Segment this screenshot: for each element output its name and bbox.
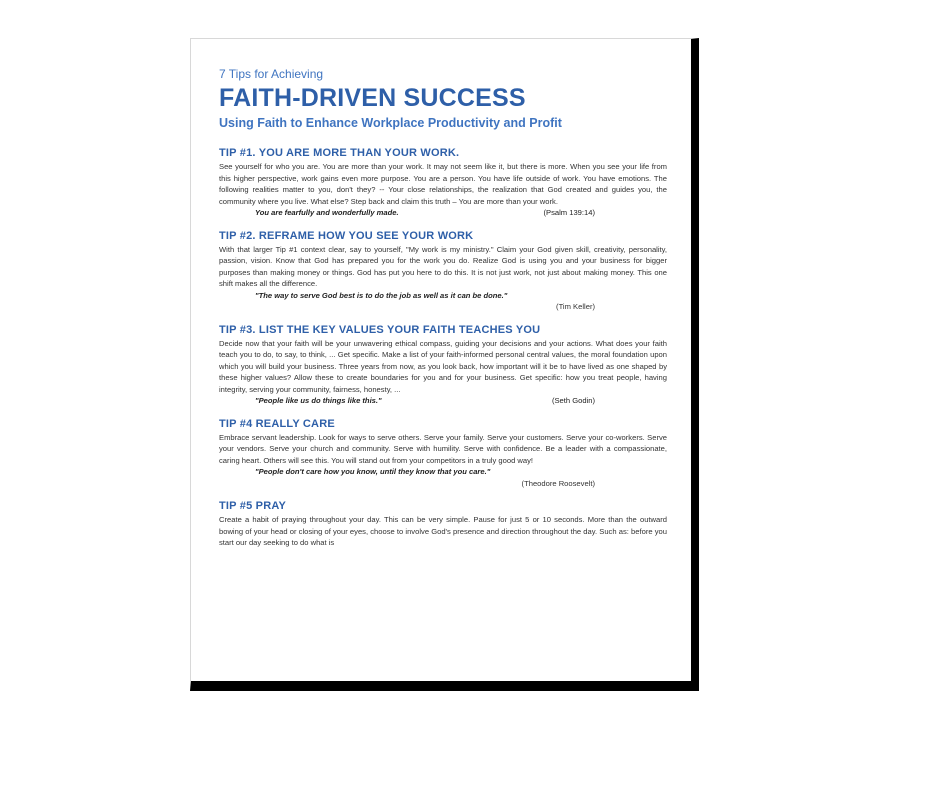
pre-title: 7 Tips for Achieving bbox=[219, 67, 324, 81]
tip-heading: TIP #5 PRAY bbox=[219, 500, 287, 512]
tip-body: Decide now that your faith will be your unwavering ethical compass, guiding your decisions and your actions. What does your faith teach you to do, to say, to think, ... Get specific. Make a list of your faith-informed personal central values, the moral foundation upon which you will build your business. Three years from now, as you look back, how important will it be to have lived as one shaped by these higher values? Allow these to create boundaries for you and for your business. Get specific: how you treat people, having integrity, serving your community, fairness, honesty, ... bbox=[219, 338, 667, 394]
tip-attribution: (Tim Keller) bbox=[556, 302, 595, 311]
tip-body: Create a habit of praying throughout your day. This can be very simple. Pause for just 5 or 10 seconds. More than the outward bowing of your head or closing of your eyes, choose to involve God's presence and direction throughout the day. Such as: before you start our day seeking to do what is bbox=[219, 515, 667, 547]
tip-quote-row bbox=[219, 466, 667, 478]
tip-4 bbox=[219, 418, 667, 490]
tip-attribution: (Psalm 139:14) bbox=[543, 208, 595, 217]
tip-body: See yourself for who you are. You are more than your work. It may not seem like it, but there is more. When you see your life from this higher perspective, work gains even more purpose. You are a person. You have life outside of work. You have emotions. The following realities matter to you, don't they? -- Your close relationships, the realization that God created and guides you, the community where you live. What else? Step back and claim this truth – You are more than your work. bbox=[219, 162, 667, 206]
tip-quote-row bbox=[219, 395, 667, 407]
tip-heading: TIP #2. REFRAME HOW YOU SEE YOUR WORK bbox=[219, 229, 474, 242]
tip-quote-row bbox=[219, 207, 667, 219]
document-page bbox=[190, 38, 699, 691]
tip-heading: TIP #3. LIST THE KEY VALUES YOUR FAITH TEACHES YOU bbox=[219, 323, 541, 336]
document-subtitle: Using Faith to Enhance Workplace Productivity and Profit bbox=[219, 116, 562, 130]
tip-quote-row bbox=[219, 290, 667, 302]
tip-body: With that larger Tip #1 context clear, say to yourself, "My work is my ministry." Claim your God given skill, creativity, personality, passion, vision. Know that God has prepared you for the work you do. Realize God is using you and your business for bigger purposes than making money or things. God has put you here to do this. It is not just work, not just about making money. This one shift makes all the difference. bbox=[219, 244, 667, 288]
tip-quote: "People like us do things like this." bbox=[255, 396, 382, 405]
document-title: FAITH-DRIVEN SUCCESS bbox=[219, 84, 526, 112]
tip-5 bbox=[219, 500, 667, 549]
tip-attribution: (Seth Godin) bbox=[551, 396, 595, 405]
tip-1 bbox=[219, 147, 667, 219]
tip-attribution: (Theodore Roosevelt) bbox=[521, 478, 595, 488]
tip-heading: TIP #1. YOU ARE MORE THAN YOUR WORK. bbox=[219, 147, 460, 159]
tip-quote: "People don't care how you know, until they know that you care." bbox=[255, 467, 491, 476]
tip-quote: You are fearfully and wonderfully made. bbox=[255, 208, 399, 217]
tip-3 bbox=[219, 324, 667, 407]
tip-2 bbox=[219, 230, 667, 313]
tip-quote: "The way to serve God best is to do the job as well as it can be done." bbox=[255, 290, 508, 300]
document-content bbox=[219, 67, 667, 560]
tip-heading: TIP #4 REALLY CARE bbox=[219, 417, 335, 430]
tip-body: Embrace servant leadership. Look for ways to serve others. Serve your family. Serve your customers. Serve your co-workers. Serve your vendors. Serve your church and community. Serve with humility. Serve with confidence. Be a leader with a compassionate, caring heart. Others will see this. You will stand out from your competitors in a truly good way! bbox=[219, 432, 667, 465]
